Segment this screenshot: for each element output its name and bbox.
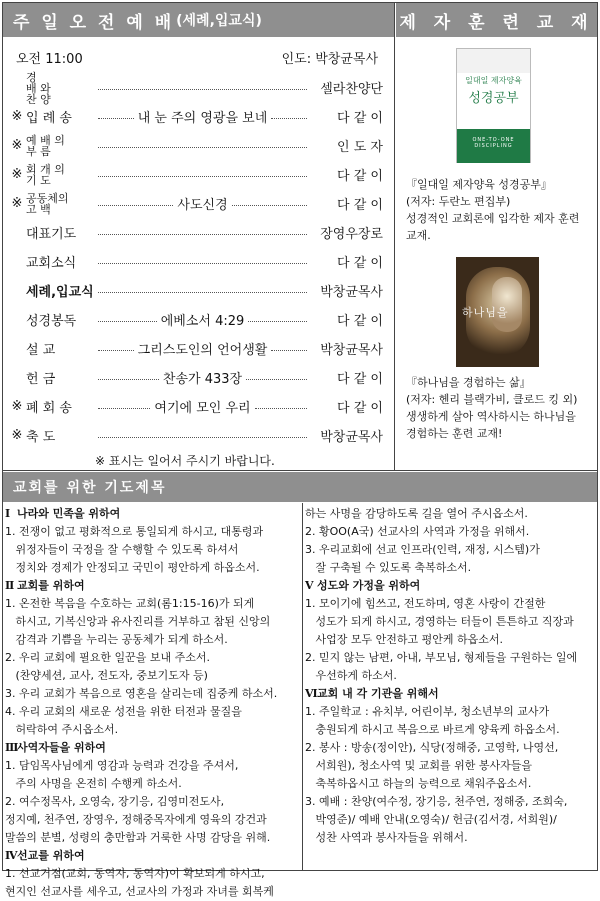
column-divider: [394, 3, 395, 471]
worship-item-label: [26, 426, 94, 445]
leader-dots: [98, 205, 173, 206]
worship-item-person: 다 같 이: [337, 168, 383, 184]
prayer-line-text: 1. 담임목사님에게 영감과 능력과 건강을 주셔서,: [5, 759, 239, 772]
leader-dots: [248, 321, 307, 322]
worship-item-middle: [94, 368, 311, 387]
prayer-line-text: 서희원), 청소사역 및 교회를 위한 봉사자들을: [305, 759, 533, 772]
prayer-left-column: [5, 505, 305, 901]
prayer-line-text: 하시고, 기복신앙과 유사진리를 거부하고 참된 신앙의: [5, 615, 271, 628]
prayer-heading-text: 교회 내 각 기관을 위해서: [317, 687, 439, 700]
prayer-line: [305, 505, 600, 523]
worship-item-middle: [94, 310, 311, 329]
prayer-line: [305, 595, 600, 613]
prayer-heading: [5, 505, 305, 523]
prayer-line: [305, 811, 600, 829]
worship-item-person: 장영우장로: [320, 226, 383, 242]
prayer-line-text: 정지예, 천주연, 장영우, 정해중목자에게 영육의 강건과: [5, 813, 267, 826]
worship-item-label: [26, 339, 94, 358]
materials-title: 제 자 훈 련 교 재: [399, 12, 594, 33]
book2-description: [406, 374, 594, 442]
stacked-label-line: 배 와: [26, 81, 51, 95]
prayer-line: [305, 559, 600, 577]
prayer-line: [5, 541, 305, 559]
stacked-label: [26, 135, 65, 157]
cover-band-text: ONE-TO-ONE DISCIPLING: [472, 137, 515, 149]
label-text: 교회소식: [26, 255, 77, 271]
worship-item-person: 다 같 이: [337, 255, 383, 271]
prayer-line: [5, 703, 305, 721]
prayer-line-text: 위정자들이 국정을 잘 수행할 수 있도록 하셔서: [5, 543, 239, 556]
leader-dots: [271, 350, 307, 351]
leader-dots: [98, 89, 307, 90]
stacked-label: [26, 164, 65, 186]
worship-row: [8, 394, 383, 418]
worship-row: [8, 70, 383, 106]
prayer-line-text: 우선하게 하소서.: [305, 669, 397, 682]
prayer-line-text: 충원되게 하시고 복음으로 바르게 양육케 하옵소서.: [305, 723, 560, 736]
leader-dots: [271, 118, 307, 119]
worship-item-title: 내 눈 주의 영광을 보네: [137, 110, 268, 126]
prayer-line-text: 잘 구축될 수 있도록 축복하소서.: [305, 561, 472, 574]
worship-item-label: [26, 162, 94, 186]
roman-numeral: Ⅳ: [5, 849, 18, 862]
worship-row: [8, 336, 383, 360]
prayer-line-text: 2. 여수정목사, 오영숙, 장기응, 김영미전도사,: [5, 795, 225, 808]
worship-item-middle: [94, 261, 311, 262]
prayer-line-text: 허락하여 주시옵소서.: [5, 723, 119, 736]
prayer-line-text: 1. 온전한 복음을 수호하는 교회(롬1:15-16)가 되게: [5, 597, 255, 610]
prayer-line-text: 박영준)/ 예배 안내(오영숙)/ 헌금(김서경, 서희원)/: [305, 813, 557, 826]
stand-mark: ※: [11, 398, 23, 414]
prayer-line-text: 현지인 선교사를 세우고, 선교사의 가정과 자녀를 회복케: [5, 885, 274, 898]
prayer-line: [305, 757, 600, 775]
standing-note: ※ 표시는 일어서 주시기 바랍니다.: [95, 454, 275, 468]
book1-description: [406, 176, 594, 244]
worship-item-person: 다 같 이: [337, 400, 383, 416]
leader-dots: [255, 408, 307, 409]
roman-numeral: Ⅲ: [5, 741, 19, 754]
prayer-line-text: 3. 우리 교회가 복음으로 영혼을 살리는데 집중케 하소서.: [5, 687, 278, 700]
prayer-line-text: 1. 선교거점(교회, 동역자, 동역자)이 확보되게 하시고,: [5, 867, 265, 880]
prayer-line: [305, 829, 600, 847]
leader-dots: [246, 379, 307, 380]
worship-row: [8, 249, 383, 273]
roman-numeral: Ⅱ: [5, 579, 15, 592]
book-description-line: 경험하는 훈련 교재!: [406, 427, 503, 440]
worship-item-person: 박창균목사: [320, 284, 383, 300]
leader-dots: [98, 263, 307, 264]
worship-row: [8, 278, 383, 302]
worship-item-person: 셀라찬양단: [320, 81, 383, 97]
prayer-line-text: 성찬 사역과 봉사자들을 위해서.: [305, 831, 468, 844]
prayer-line: [305, 613, 600, 631]
prayer-line: [305, 667, 600, 685]
prayer-line-text: 주의 사명을 온전히 수행케 하소서.: [5, 777, 182, 790]
worship-item-label: [26, 133, 94, 157]
prayer-heading-text: 교회를 위하여: [17, 579, 85, 592]
section-divider: [3, 470, 597, 471]
stacked-label-line: 찬 양: [26, 92, 51, 106]
prayer-line: [305, 703, 600, 721]
book-description-line: 성경적인 교회론에 입각한 제자 훈련: [406, 212, 580, 225]
prayer-line: [305, 541, 600, 559]
stand-mark: ※: [11, 195, 23, 211]
worship-item-label: [26, 107, 94, 126]
prayer-line: [5, 631, 305, 649]
book-cover-one-to-one: [456, 48, 531, 163]
worship-item-person: 다 같 이: [337, 110, 383, 126]
label-text: 입 례 송: [26, 110, 72, 126]
worship-item-middle: [94, 397, 311, 416]
worship-row: [8, 365, 383, 389]
prayer-heading: [305, 577, 600, 595]
prayer-line: [5, 613, 305, 631]
worship-item-middle: [94, 87, 311, 88]
prayer-title: 교회를 위한 기도제목: [13, 480, 167, 496]
worship-item-label: [26, 310, 94, 329]
leader-dots: [98, 118, 134, 119]
worship-item-title: 찬송가 433장: [162, 371, 243, 387]
prayer-line: [5, 883, 305, 901]
label-text: 세례,입교식: [26, 284, 94, 300]
service-leader: 인도: 박창균목사: [281, 52, 378, 67]
stacked-label-line: 예 배 의: [26, 134, 65, 147]
leader-dots: [232, 205, 307, 206]
leader-dots: [98, 234, 307, 235]
prayer-line-text: 성도가 되게 하시고, 경영하는 터들이 튼튼하고 직장과: [305, 615, 574, 628]
prayer-line: [5, 721, 305, 739]
prayer-line-text: 1. 주일학교 : 유치부, 어린이부, 청소년부의 교사가: [305, 705, 550, 718]
time-leader-row: [16, 48, 378, 67]
book-description-line: (저자: 헨리 블랙가비, 클로드 킹 외): [406, 393, 578, 406]
worship-item-middle: [94, 174, 311, 175]
label-text: 대표기도: [26, 226, 77, 242]
prayer-line: [305, 775, 600, 793]
prayer-line-text: 1. 전쟁이 없고 평화적으로 통일되게 하시고, 대통령과: [5, 525, 264, 538]
leader-dots: [98, 350, 134, 351]
worship-item-label: [26, 252, 94, 271]
prayer-heading-text: 선교를 위하여: [17, 849, 85, 862]
stacked-label: [26, 72, 51, 105]
worship-item-title: 사도신경: [177, 197, 228, 213]
prayer-heading: [5, 847, 305, 865]
worship-item-middle: [94, 435, 311, 436]
book-description-line: 생생하게 살아 역사하시는 하나님을: [406, 410, 576, 423]
worship-row: [8, 133, 383, 157]
stacked-label-line: 공동체의: [26, 192, 69, 205]
prayer-line: [305, 721, 600, 739]
prayer-line: [5, 649, 305, 667]
prayer-line: [305, 793, 600, 811]
prayer-heading-text: 사역자들을 위하여: [17, 741, 106, 754]
prayer-line-text: 2. 봉사 : 방송(정이안), 식당(정해중, 고영학, 나영선,: [305, 741, 559, 754]
cover-top-text: 일대일 제자양육: [465, 76, 522, 85]
prayer-header: [3, 472, 597, 502]
prayer-heading: [5, 577, 305, 595]
prayer-line: [305, 523, 600, 541]
prayer-heading: [5, 739, 305, 757]
prayer-line: [5, 829, 305, 847]
prayer-line-text: 말씀의 분별, 성령의 충만함과 거룩한 사명 감당을 위해.: [5, 831, 271, 844]
worship-item-person: 다 같 이: [337, 371, 383, 387]
prayer-line-text: 3. 우리교회에 선교 인프라(인력, 재정, 시스템)가: [305, 543, 540, 556]
roman-numeral: Ⅰ: [5, 507, 11, 520]
leader-dots: [98, 437, 307, 438]
worship-header: [3, 3, 394, 37]
worship-item-label: [26, 191, 94, 215]
prayer-right-column: [305, 505, 600, 847]
prayer-line-text: 축복하옵시고 하늘의 능력으로 채워주옵소서.: [305, 777, 532, 790]
stacked-label: [26, 193, 69, 215]
leader-dots: [98, 147, 307, 148]
prayer-heading: [305, 685, 600, 703]
worship-row: [8, 307, 383, 331]
book-description-line: (저자: 두란노 편집부): [406, 195, 511, 208]
prayer-line: [5, 685, 305, 703]
stacked-label-line: 고 백: [26, 203, 51, 216]
label-text: 성경봉독: [26, 313, 77, 329]
worship-item-middle: [94, 107, 311, 126]
prayer-line: [5, 667, 305, 685]
roman-numeral: Ⅵ: [305, 687, 318, 700]
worship-item-middle: [94, 290, 311, 291]
prayer-line: [5, 811, 305, 829]
cover-title-text: 성경공부: [468, 91, 519, 106]
leader-dots: [98, 292, 307, 293]
prayer-line-text: 하는 사명을 감당하도록 길을 열어 주시옵소서.: [305, 507, 528, 520]
worship-row: [8, 191, 383, 215]
service-time: 오전 11:00: [16, 52, 83, 67]
prayer-line: [5, 595, 305, 613]
worship-title-sub: (세례,입교식): [176, 13, 262, 29]
worship-item-label: [26, 223, 94, 242]
prayer-heading-text: 나라와 민족을 위하여: [17, 507, 121, 520]
label-text: 축 도: [26, 429, 56, 445]
prayer-line: [305, 739, 600, 757]
stand-mark: ※: [11, 427, 23, 443]
stacked-label-line: 부 름: [26, 145, 51, 158]
prayer-line: [305, 649, 600, 667]
worship-item-person: 인 도 자: [337, 139, 383, 155]
prayer-line-text: 3. 예배 : 찬양(여수정, 장기응, 천주연, 정해중, 조희숙,: [305, 795, 568, 808]
stacked-label-line: 기 도: [26, 174, 51, 187]
prayer-line-text: 2. 믿지 않는 남편, 아내, 부모님, 형제들을 구원하는 일에: [305, 651, 578, 664]
prayer-heading-text: 성도와 가정을 위하여: [317, 579, 421, 592]
prayer-line: [5, 757, 305, 775]
worship-item-title: 에베소서 4:29: [160, 313, 245, 329]
prayer-line: [5, 865, 305, 883]
label-text: 헌 금: [26, 371, 56, 387]
prayer-line-text: 정치와 경제가 안정되고 국민이 평안하게 하옵소서.: [5, 561, 260, 574]
leader-dots: [98, 408, 150, 409]
worship-row: [8, 220, 383, 244]
cover-title-text: 하나님을: [462, 306, 509, 319]
prayer-line: [5, 523, 305, 541]
worship-row: [8, 162, 383, 186]
prayer-line: [5, 559, 305, 577]
prayer-line-text: 2. 우리 교회에 필요한 일꾼을 보내 주소서.: [5, 651, 210, 664]
worship-item-middle: [94, 339, 311, 358]
worship-item-middle: [94, 232, 311, 233]
worship-item-person: 박창균목사: [320, 342, 383, 358]
worship-item-person: 박창균목사: [320, 429, 383, 445]
stacked-label-line: 회 개 의: [26, 163, 65, 176]
prayer-line: [5, 775, 305, 793]
worship-item-title: 그리스도인의 언어생활: [137, 342, 268, 358]
worship-title: 주 일 오 전 예 배: [13, 12, 175, 33]
prayer-line: [5, 793, 305, 811]
prayer-line-text: 2. 황OO(A국) 선교사의 사역과 가정을 위해서.: [305, 525, 530, 538]
worship-item-label: [26, 70, 94, 105]
worship-row: [8, 423, 383, 447]
worship-row: [8, 104, 383, 128]
worship-item-title: 여기에 모인 우리: [154, 400, 251, 416]
stand-mark: ※: [11, 166, 23, 182]
leader-dots: [98, 379, 159, 380]
prayer-line-text: 4. 우리 교회의 새로운 성전을 위한 터전과 물질을: [5, 705, 242, 718]
worship-item-middle: [94, 194, 311, 213]
worship-item-person: 다 같 이: [337, 313, 383, 329]
worship-item-label: [26, 397, 94, 416]
stacked-label-line: 경: [26, 70, 37, 84]
materials-header: [396, 3, 597, 37]
stand-mark: ※: [11, 137, 23, 153]
worship-item-middle: [94, 145, 311, 146]
leader-dots: [98, 321, 157, 322]
worship-item-label: [26, 368, 94, 387]
stand-mark: ※: [11, 108, 23, 124]
book-description-line: 『하나님을 경험하는 삶』: [406, 376, 531, 389]
cover-top-band: [457, 49, 530, 73]
book-cover-experiencing-god: [456, 257, 539, 367]
prayer-line-text: (찬양세션, 교사, 전도자, 중보기도자 등): [5, 669, 208, 682]
prayer-line-text: 1. 모이기에 힘쓰고, 전도하며, 영혼 사랑이 간절한: [305, 597, 546, 610]
worship-item-label: [26, 281, 94, 300]
book-description-line: 교재.: [406, 229, 431, 242]
label-text: 설 교: [26, 342, 56, 358]
book-description-line: 『일대일 제자양육 성경공부』: [406, 178, 552, 191]
prayer-line-text: 감격과 기쁨을 누리는 공동체가 되게 하소서.: [5, 633, 228, 646]
prayer-line-text: 사업장 모두 안전하고 평안케 하옵소서.: [305, 633, 503, 646]
label-text: 폐 회 송: [26, 400, 72, 416]
worship-item-person: 다 같 이: [337, 197, 383, 213]
leader-dots: [98, 176, 307, 177]
prayer-line: [305, 631, 600, 649]
roman-numeral: Ⅴ: [305, 579, 314, 592]
